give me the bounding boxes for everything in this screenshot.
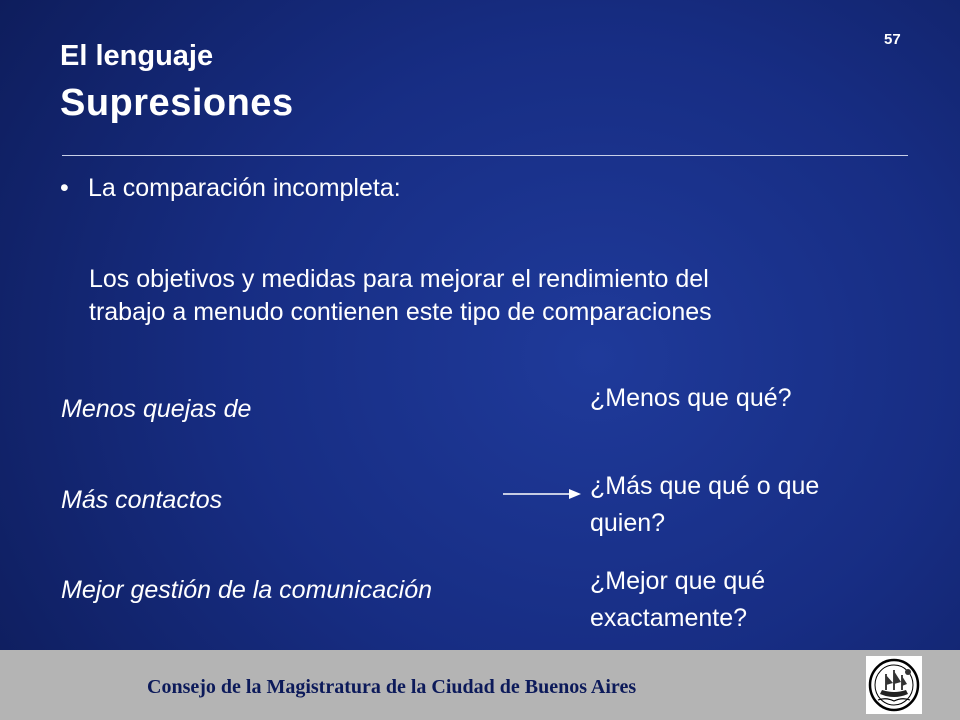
question-line: ¿Mejor que qué bbox=[590, 567, 766, 595]
bullet-point bbox=[60, 174, 401, 203]
page-number: 57 bbox=[884, 31, 901, 48]
paragraph-line: trabajo a menudo contienen este tipo de comparaciones bbox=[89, 298, 712, 326]
title-divider bbox=[62, 155, 908, 156]
paragraph-line: Los objetivos y medidas para mejorar el rendimiento del bbox=[89, 265, 709, 293]
example-item-2: Más contactos bbox=[61, 486, 223, 514]
example-item-3: Mejor gestión de la comunicación bbox=[61, 576, 433, 604]
slide-title: El lenguaje bbox=[60, 40, 214, 72]
question-3 bbox=[590, 563, 910, 637]
institution-seal-icon bbox=[866, 656, 922, 714]
paragraph bbox=[89, 263, 909, 329]
question-line: quien? bbox=[590, 509, 666, 537]
footer-text: Consejo de la Magistratura de la Ciudad de Buenos Aires bbox=[147, 676, 637, 698]
question-line: ¿Más que qué o que bbox=[590, 472, 820, 500]
bullet-text: La comparación incompleta: bbox=[88, 174, 401, 202]
question-2 bbox=[590, 468, 910, 542]
bullet-icon: • bbox=[60, 174, 69, 202]
right-arrow-icon bbox=[503, 486, 583, 502]
example-item-1: Menos quejas de bbox=[61, 395, 252, 423]
footer bbox=[0, 650, 960, 720]
question-line: ¿Menos que qué? bbox=[590, 384, 792, 412]
question-1 bbox=[590, 380, 910, 417]
slide-subtitle: Supresiones bbox=[60, 82, 294, 124]
question-line: exactamente? bbox=[590, 604, 748, 632]
